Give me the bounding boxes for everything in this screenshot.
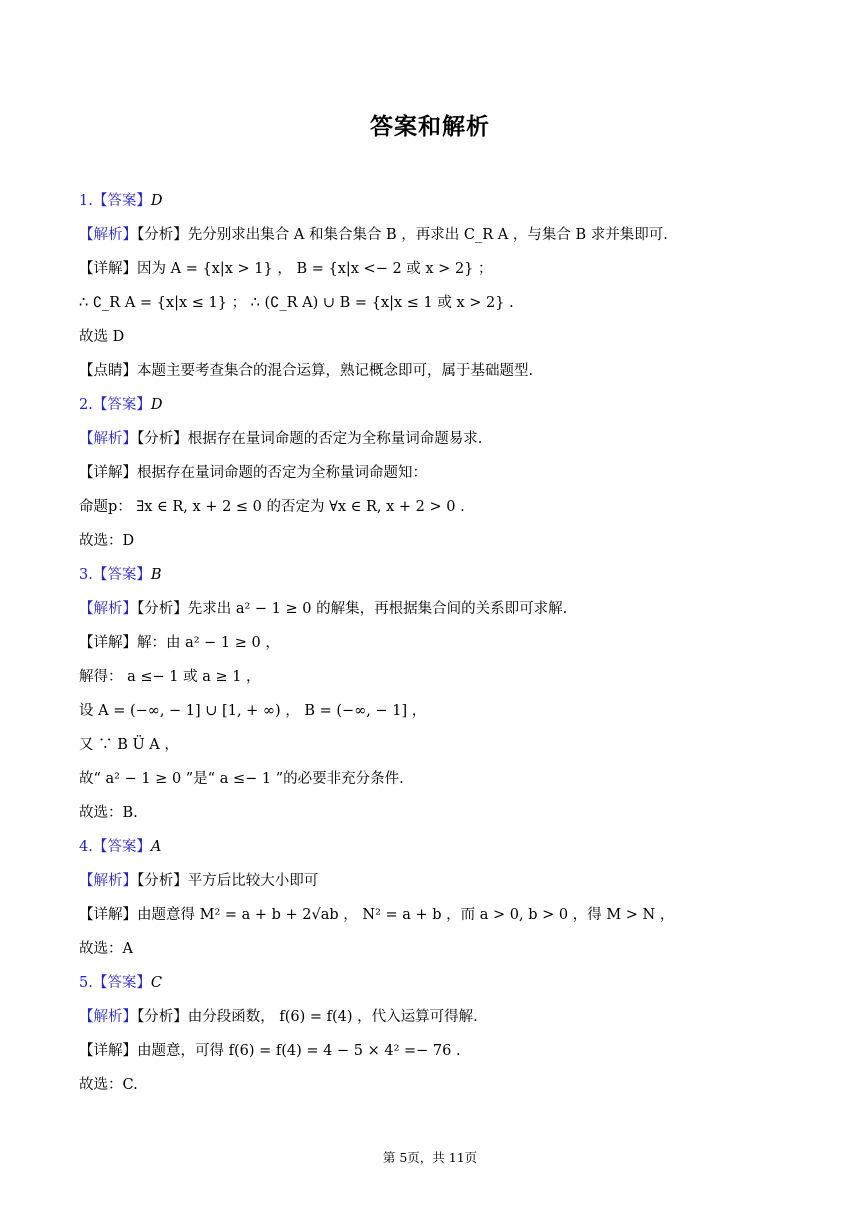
question-answer-label: 2.【答案】 [79,397,151,413]
document-line [79,395,162,415]
analysis-tag: 【解析】 [79,873,137,889]
line-text: 【分析】平方后比较大小即可 [137,873,319,889]
document-line [79,1007,478,1027]
analysis-tag: 【解析】 [79,601,137,617]
line-text: 故选：B. [79,805,138,821]
line-text: 又 ∵ B Ü A ， [79,737,179,753]
line-text: C [150,975,162,991]
line-text: B [150,567,162,583]
line-text: ∴ ∁_R A = {x|x ≤ 1} ； ∴ (∁_R A) ∪ B = {x|x ≤ 1 或 x > 2} . [79,295,514,311]
line-text: 【分析】由分段函数， f(6) = f(4) ，代入运算可得解. [137,1009,478,1025]
document-line [79,667,261,687]
question-answer-label: 1.【答案】 [79,193,151,209]
question-answer-label: 4.【答案】 [79,839,151,855]
document-line [79,191,162,211]
document-line [79,1075,138,1095]
line-text: 解得： a ≤− 1 或 a ≥ 1 ， [79,669,261,685]
line-text: 命题p： ∃x ∈ R, x + 2 ≤ 0 的否定为 ∀x ∈ R, x + 2 > 0 . [79,499,465,515]
question-answer-label: 5.【答案】 [79,975,151,991]
line-text: 【详解】解：由 a² − 1 ≥ 0 ， [79,635,280,651]
document-line [79,327,124,347]
document-line [79,259,493,279]
document-line [79,293,514,313]
line-text: 故选：C. [79,1077,138,1093]
line-text: D [150,193,163,209]
line-text: 故“ a² − 1 ≥ 0 ”是“ a ≤− 1 ”的必要非充分条件. [79,771,404,787]
document-line [79,837,161,857]
page-title: 答案和解析 [370,114,490,140]
document-line [79,905,674,925]
page-footer: 第 5页，共 11页 [382,1150,478,1165]
document-line [79,429,482,449]
document-line [79,463,427,483]
line-text: 【点睛】本题主要考查集合的混合运算，熟记概念即可，属于基础题型. [79,363,534,379]
line-text: D [150,397,163,413]
document-line [79,497,465,517]
line-text: 【分析】根据存在量词命题的否定为全称量词命题易求. [137,431,483,447]
question-answer-label: 3.【答案】 [79,567,151,583]
document-line [79,225,668,245]
line-text: 【分析】先求出 a² − 1 ≥ 0 的解集，再根据集合间的关系即可求解. [137,601,568,617]
document-line [79,939,133,959]
document-line [79,871,318,891]
document-line [79,599,567,619]
document-line [79,531,134,551]
document-line [79,701,426,721]
analysis-tag: 【解析】 [79,1009,137,1025]
line-text: A [150,839,162,855]
line-text: 设 A = (−∞, − 1] ∪ [1, + ∞) ， B = (−∞, − 1] ， [79,703,427,719]
analysis-tag: 【解析】 [79,227,137,243]
line-text: 【详解】因为 A = {x|x > 1} ， B = {x|x <− 2 或 x > 2} ； [79,261,493,277]
document-line [79,769,404,789]
line-text: 【分析】先分别求出集合 A 和集合集合 B ，再求出 C_R A ，与集合 B 求并集即可. [137,227,668,243]
line-text: 【详解】由题意得 M² = a + b + 2√ab ， N² = a + b ，而 a > 0, b > 0 ，得 M > N ， [79,907,675,923]
document-line [79,633,280,653]
document-line [79,1041,461,1061]
document-line [79,361,533,381]
document-line [79,565,162,585]
document-line [79,735,179,755]
document-line [79,973,162,993]
document-line [79,803,138,823]
analysis-tag: 【解析】 [79,431,137,447]
line-text: 故选 D [79,329,125,345]
line-text: 故选：A [79,941,133,957]
line-text: 【详解】根据存在量词命题的否定为全称量词命题知： [79,465,427,481]
line-text: 【详解】由题意，可得 f(6) = f(4) = 4 − 5 × 4² =− 76 . [79,1043,461,1059]
line-text: 故选：D [79,533,135,549]
